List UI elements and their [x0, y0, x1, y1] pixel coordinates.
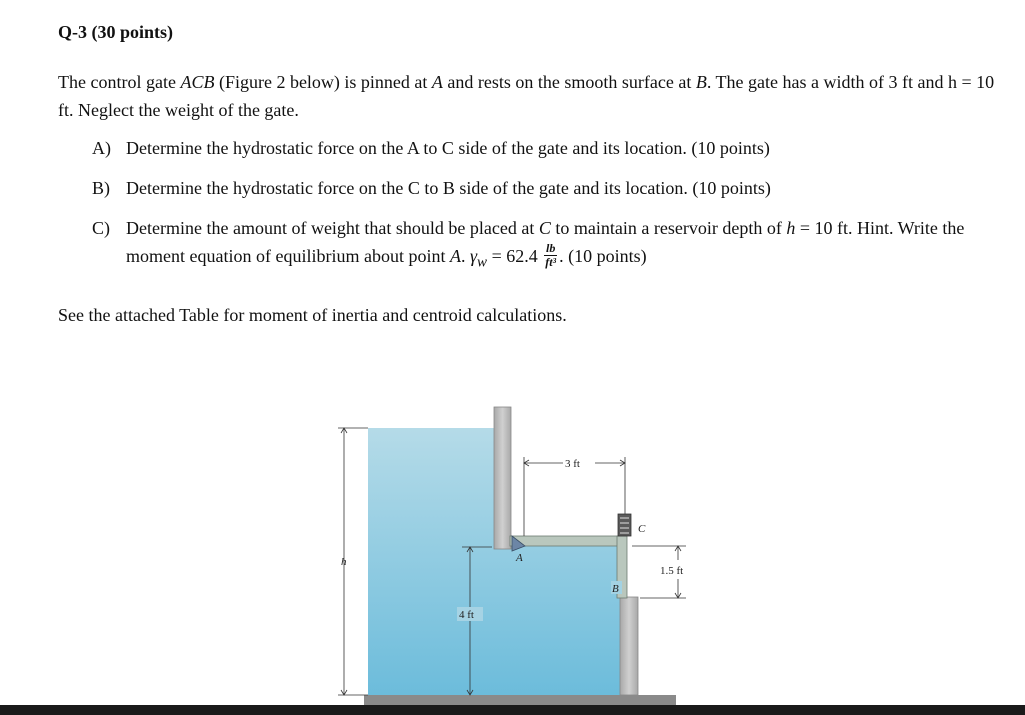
lower-wall	[620, 597, 638, 695]
label-h: h	[341, 556, 347, 568]
part-c-text-1: Determine the amount of weight that should be placed at	[126, 218, 539, 238]
part-c-text-3: = 10 ft. Hint. Write the moment equation of equilibrium about point	[126, 218, 965, 266]
gamma-symbol: γ	[469, 246, 478, 266]
part-c-text-5: = 62.4	[487, 246, 543, 266]
document-body	[58, 18, 998, 329]
label-c: C	[638, 523, 646, 535]
intro-text-2: (Figure 2 below) is pinned at	[214, 72, 432, 92]
gate-diagram	[320, 395, 720, 715]
gate-horizontal-leaf	[510, 536, 625, 546]
part-c-text-2: to maintain a reservoir depth of	[550, 218, 787, 238]
var-b: B	[695, 72, 707, 92]
question-title: Q-3 (30 points)	[58, 22, 174, 42]
part-c	[58, 214, 998, 277]
label-3ft: 3 ft	[565, 458, 580, 470]
part-b	[58, 174, 998, 202]
intro-text-1: The control gate	[58, 72, 181, 92]
unit-fraction	[544, 242, 557, 269]
gate-figure	[320, 395, 720, 715]
label-b: B	[612, 583, 619, 595]
label-4ft: 4 ft	[459, 609, 474, 621]
fraction-denominator: ft³	[545, 255, 557, 270]
var-c: C	[538, 218, 551, 238]
var-acb: ACB	[180, 72, 215, 92]
var-h: h	[786, 218, 796, 238]
part-a-text: Determine the hydrostatic force on the A to C side of the gate and its location. (10 points)	[126, 138, 770, 158]
upper-wall	[494, 407, 511, 549]
part-a	[58, 134, 998, 162]
part-b-label: B)	[92, 178, 110, 198]
part-a-label: A)	[92, 138, 111, 158]
bottom-edge-bar	[0, 705, 1025, 715]
question-parts	[58, 134, 998, 277]
var-a: A	[431, 72, 443, 92]
see-table-note: See the attached Table for moment of inertia and centroid calculations.	[58, 304, 567, 325]
intro-text-4: . The gate has a width of 3 ft and h = 10 ft. Neglect the weight of the gate.	[58, 72, 995, 120]
problem-statement	[58, 68, 998, 124]
gamma-subscript: w	[477, 254, 488, 271]
intro-text-3: and rests on the smooth surface at	[442, 72, 696, 92]
part-c-text-4: .	[460, 246, 470, 266]
var-a-hint: A	[449, 246, 461, 266]
label-1-5ft: 1.5 ft	[660, 565, 684, 577]
part-b-text: Determine the hydrostatic force on the C to B side of the gate and its location. (10 points)	[126, 178, 771, 198]
part-c-label: C)	[92, 218, 110, 238]
fraction-numerator: lb	[546, 241, 556, 256]
part-c-text-6: . (10 points)	[559, 246, 647, 266]
label-a: A	[516, 552, 523, 564]
